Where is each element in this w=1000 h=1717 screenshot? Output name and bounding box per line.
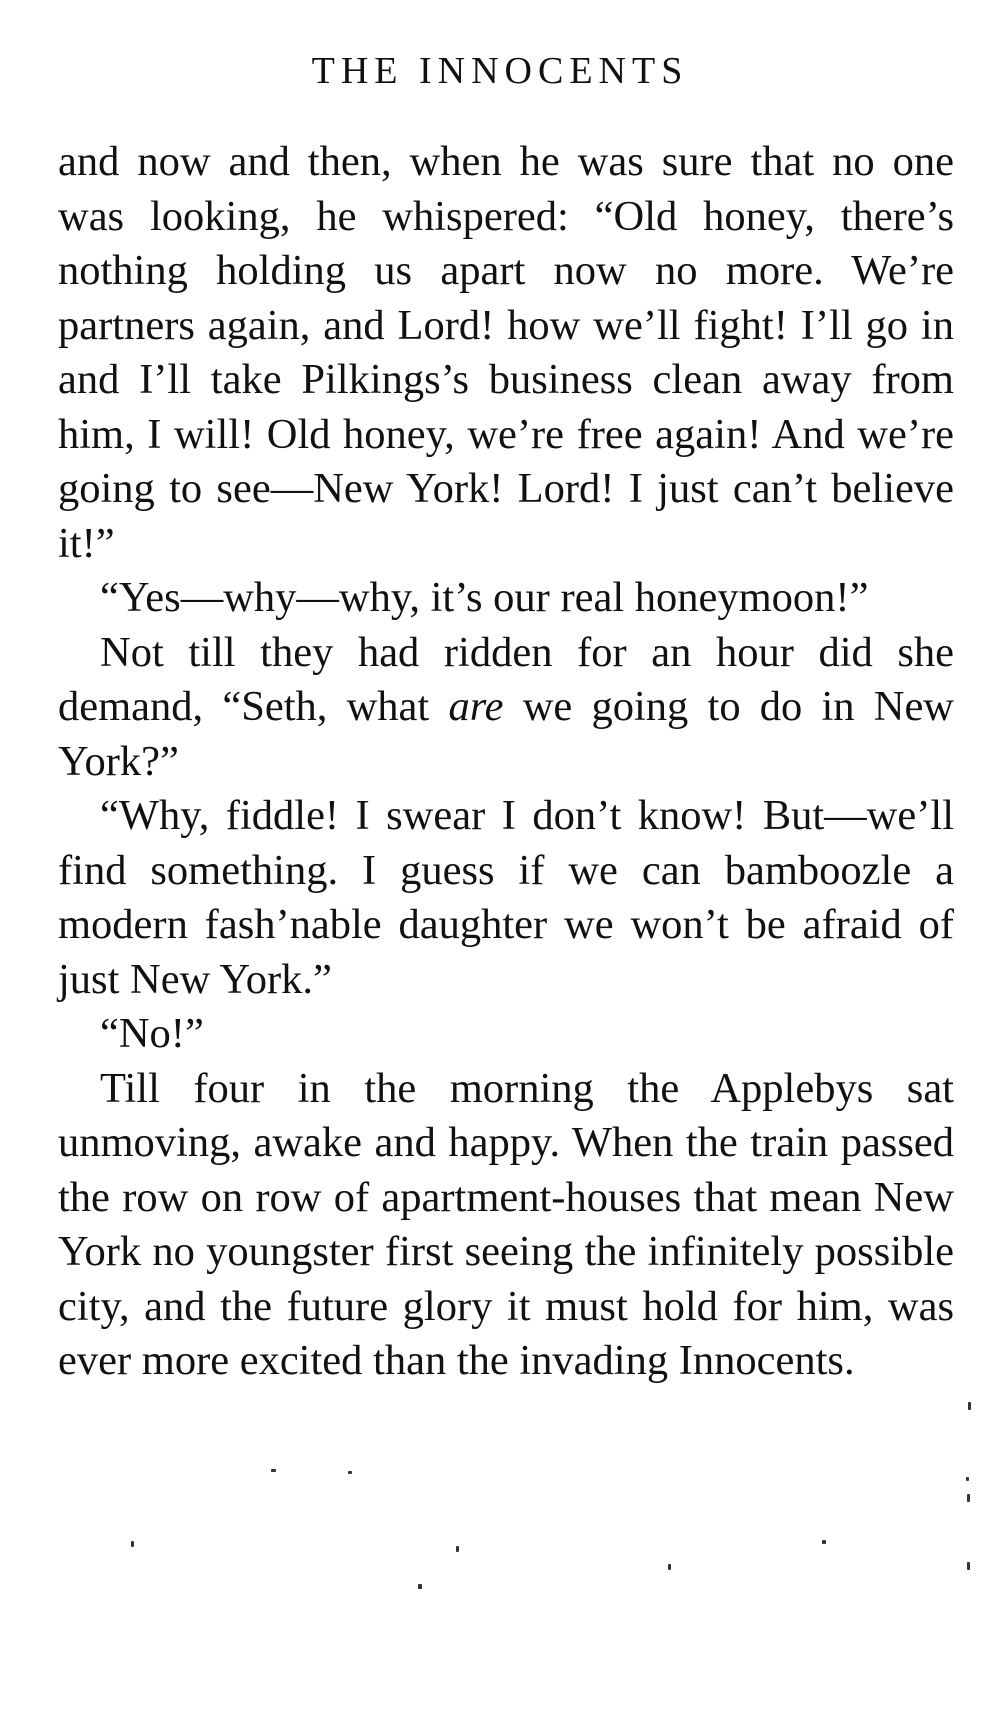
- running-head: THE INNOCENTS: [311, 50, 689, 92]
- scan-speck: [418, 1584, 422, 1589]
- paragraph-text: Till four in the morning the Applebys sat unmoving, awake and happy. When the train passed the row on row of apartment-houses that mean New York no youngster first seeing the infinitely possible city, and the future glory it must hold for him, was ever more excited than the invading Innocents.: [58, 1064, 954, 1384]
- scan-speck: [271, 1469, 276, 1472]
- paragraph-text: “Why, fiddle! I swear I don’t know! But—we’ll find something. I guess if we can bamboozle a modern fash’nable daughter we won’t be afraid of just New York.”: [58, 792, 954, 1003]
- paragraph-text: “No!”: [100, 1010, 204, 1057]
- scan-speck: [967, 1494, 970, 1502]
- italic-text: are: [448, 683, 504, 730]
- scan-speck: [968, 1402, 971, 1410]
- paragraph: [58, 1062, 954, 1389]
- paragraph: [58, 135, 954, 571]
- paragraph-text: we going to do in New York?”: [58, 683, 954, 785]
- paragraph-text: “Yes—why—why, it’s our real honeymoon!”: [100, 574, 869, 621]
- scan-speck: [668, 1564, 671, 1570]
- scan-speck: [456, 1546, 459, 1552]
- scan-speck: [131, 1541, 134, 1547]
- paragraph-text: Not till they had ridden for an hour did she demand, “Seth, what: [58, 628, 954, 730]
- scan-speck: [967, 1562, 970, 1570]
- body-text: [58, 135, 954, 1389]
- paragraph: [58, 571, 954, 626]
- scan-speck: [822, 1540, 826, 1544]
- paragraph: [58, 626, 954, 790]
- scan-speck: [348, 1471, 352, 1474]
- scan-speck: [966, 1477, 969, 1481]
- paragraph-text: and now and then, when he was sure that no one was looking, he whispered: “Old honey, there’s nothing holding us apart now no more. We’re partners again, and Lord! how we’ll fight! I’ll go in and I’ll take Pilkings’s business clean away from him, I will! Old honey, we’re free again! And we’re going to see—New York! Lord! I just can’t believe it!”: [58, 138, 954, 567]
- paragraph: [58, 1007, 954, 1062]
- paragraph: [58, 789, 954, 1007]
